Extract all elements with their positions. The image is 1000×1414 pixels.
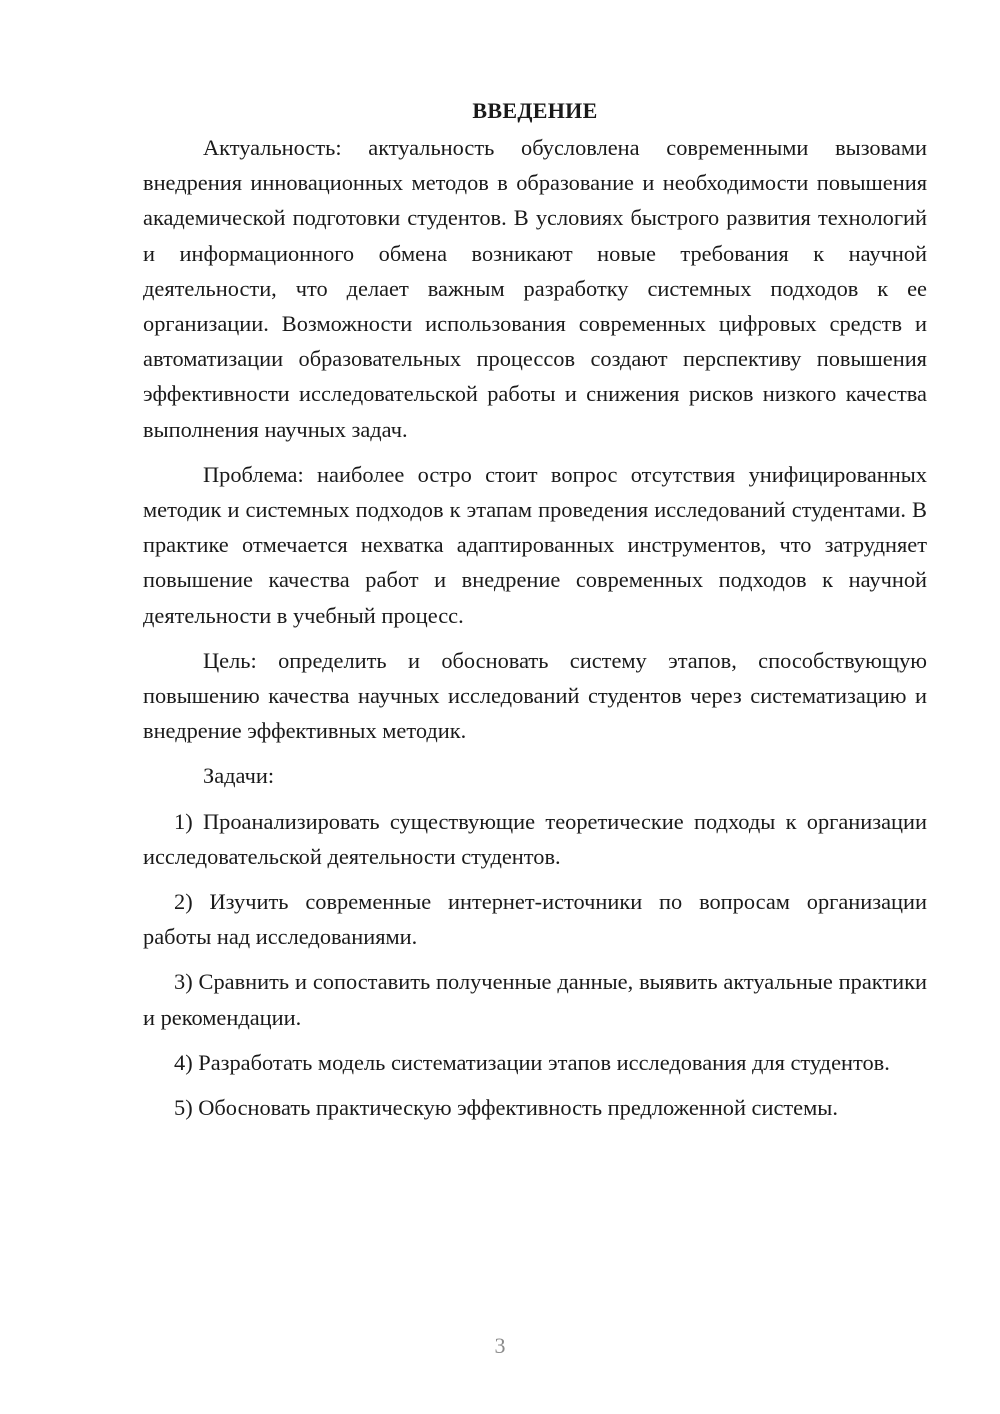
task-item-5: 5) Обосновать практическую эффективность предложенной системы. <box>174 1095 838 1121</box>
task-item-3: 3) Сравнить и сопоставить полученные данные, выявить актуальные практики и рекомендации. <box>143 969 927 1030</box>
task-item-2: 2) Изучить современные интернет-источники по вопросам организации работы над исследованиями. <box>143 889 927 950</box>
paragraph-problem: Проблема: наиболее остро стоит вопрос отсутствия унифицированных методик и системных подходов к этапам проведения исследований студентами. В практике отмечается нехватка адаптированных инструментов, что затрудняет повышение качества работ и внедрение современных подходов к научной деятельности в учебный процесс. <box>143 461 927 628</box>
document-page <box>143 93 927 1135</box>
section-heading: ВВЕДЕНИЕ <box>472 98 598 123</box>
paragraph-relevance: Актуальность: актуальность обусловлена современными вызовами внедрения инновационных методов в образование и необходимости повышения академической подготовки студентов. В условиях быстрого развития технологий и информационного обмена возникают новые требования к научной деятельности, что делает важным разработку системных подходов к ее организации. Возможности использования современных цифровых средств и автоматизации образовательных процессов создают перспективу повышения эффективности исследовательской работы и снижения рисков низкого качества выполнения научных задач. <box>143 135 927 442</box>
page-number: 3 <box>494 1333 506 1358</box>
task-item-4: 4) Разработать модель систематизации этапов исследования для студентов. <box>174 1049 890 1075</box>
task-item-1: 1) Проанализировать существующие теоретические подходы к организации исследовательской деятельности студентов. <box>143 808 927 869</box>
paragraph-goal: Цель: определить и обосновать систему этапов, способствующую повышению качества научных исследований студентов через систематизацию и внедрение эффективных методик. <box>143 647 927 744</box>
tasks-label: Задачи: <box>203 763 275 789</box>
